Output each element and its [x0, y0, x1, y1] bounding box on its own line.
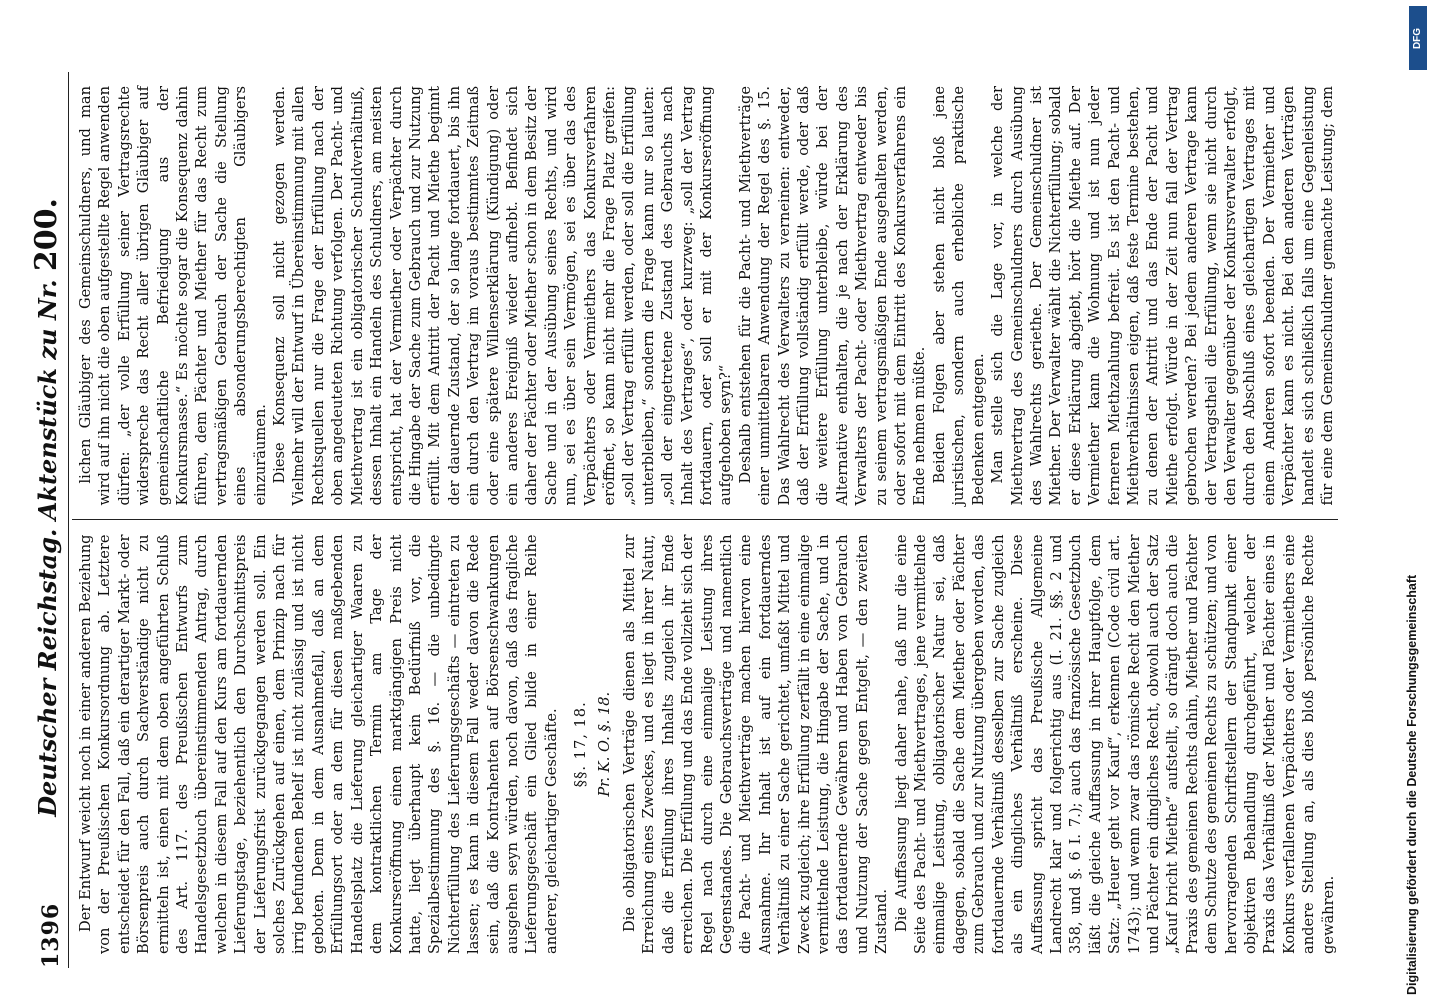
title-prefix: Deutscher Reichstag. Aktenstück zu Nr. [33, 279, 62, 817]
dfg-logo-text: DFG [1412, 27, 1424, 49]
paragraph: lichen Gläubiger des Gemeinschuldners, und man wird auf ihn nicht die oben aufgestellte Regel anwenden dürfen: „der volle Erfüllung seiner Vertragsrechte widerspreche das Recht aller übrigen Gläubiger auf gemeinschaftliche Befriedigung aus der Konkursmasse.“ Es möchte sogar die Konsequenz dahin führen, dem Pächter und Miether für das Recht zum vertragsmäßigen Gebrauch der Sache die Stellung eines absonderungsberechtigten Gläubigers einzuräumen. [77, 86, 269, 506]
page-header [24, 72, 69, 968]
section-heading: §§. 17, 18. [572, 701, 590, 788]
rotated-document-page [10, 50, 1350, 990]
text-columns [72, 72, 1338, 968]
paragraph: Diese Konsequenz soll nicht gezogen werden. Vielmehr will der Entwurf in Übereinstimmung mit allen Rechtsquellen nur die Frage der Erfüllung nach der oben angedeuteten Richtung verfolgen. Der Pacht- und Miethvertrag ist ein obligatorischer Schuldverhältniß, dessen Inhalt ein Handeln des Schuldners, am meisten entspricht, hat der Vermiether oder Verpächter durch die Hingabe der Sache zum Gebrauch und zur Nutzung erfüllt. Mit dem Antritt der Pacht und Miethe beginnt der dauernde Zustand, der so lange fortdauert, bis ihn ein durch den Vertrag im voraus bestimmtes Zeitmaß oder eine spätere Willenserklärung (Kündigung) oder ein anderes Ereigniß wieder aufhebt. Befindet sich daher der Pächter oder Miether schon in dem Besitz der Sache und in der Ausübung seines Rechts, und wird nun, sei es über sein Vermögen, sei es über das des Verpächters oder Vermiethers das Konkursverfahren eröffnet, so kann nicht mehr die Frage Platz greifen: „soll der Vertrag erfüllt werden, oder soll die Erfüllung unterbleiben,“ sondern die Frage kann nur so lauten: „soll der eingetretene Zustand des Gebrauchs nach Inhalt des Vertrages“, oder kurzweg: „soll der Vertrag fortdauern, oder soll er mit der Konkurseröffnung aufgehoben seyn?“ [271, 85, 735, 506]
digitization-credit: Digitalisierung gefördert durch die Deutsche Forschungsgemeinschaft [1405, 574, 1419, 995]
column-left [72, 521, 1338, 969]
paragraph: Die Auffassung liegt daher nahe, daß nur die eine Seite des Pacht- und Miethvertrages, jene vermittelnde einmalige Leistung, obligatorischer Natur sei, daß dagegen, sobald die Sache dem Miether oder Pächter zum Gebrauch und zur Nutzung übergeben worden, das fortdauernde Verhältniß desselben zur Sache zugleich als ein dingliches Verhältniß erscheine. Diese Auffassung spricht das Preußische Allgemeine Landrecht klar und folgerichtig aus (I. 21. §§. 2 und 358, und §. 6 I. 7.); auch das französische Gesetzbuch läßt die gleiche Auffassung in ihrer Hauptfolge, dem Satz: „Heuer geht vor Kauf“, erkennen (Code civil art. 1743); und wenn zwar das römische Recht den Miether und Pächter ein dingliches Recht, obwohl auch der Satz „Kauf bricht Miethe“ aufstellt, so drängt doch auch die Praxis des gemeinen Rechts dahin, Miether und Pächter dem Schutze des gemeinen Rechts zu schützen; und von hervorragenden Schriftstellern der Standpunkt einer objektiven Behandlung durchgeführt, welcher der Praxis das Verhältniß der Miether und Pächter eines in Konkurs verfallenen Verpächters oder Vermiethers eine andere Stellung an, als dies bloß persönliche Rechte gewähren. [892, 534, 1337, 954]
paragraph: Man stelle sich die Lage vor, in welche der Miethvertrag des Gemeinschuldners durch Ausübung des Wahlrechts geriethe. Der Gemeinschuldner ist Miether. Der Verwalter wählt die Nichterfüllung; sobald er diese Erklärung abgiebt, hört die Miethe auf. Der Vermiether kann die Wohnung und ist nun jeder ferneren Miethzahlung befreit. Es ist den Pacht- und Miethverhältnissen eigen, daß feste Termine bestehen, zu denen der Antritt und das Ende der Pacht und Miethe erfolgt. Würde in der Zeit nun fall der Vertrag gebrochen werden? Bei jedem anderen Vertrage kann der Vertragstheil die Erfüllung, wenn sie nicht durch den Verwalter gegenüber der Konkursverwalter erfolgt, durch den Abschluß eines gleichartigen Vertrages mit einem Anderen sofort beenden. Der Vermiether und Verpächter kann es nicht. Bei den anderen Verträgen handelt es sich schließlich falls um eine Gegenleistung für eine dem Gemeinschuldner gemachte Leistung; dem [989, 86, 1336, 506]
title-number: 200. [29, 197, 64, 272]
section-subheading: Pr. K. O. §. 18. [595, 691, 613, 797]
page-title [29, 198, 64, 817]
page-number: 1396 [38, 902, 64, 968]
paragraph: Der Entwurf weicht noch in einer anderen Beziehung von der Preußischen Konkursordnung ab. Letztere entscheidet für den Fall, daß ein derartiger Markt- oder Börsenpreis auch durch Sachverständige nicht zu ermitteln ist, einen mit dem oben angeführten Schluß des Art. 117. des Preußischen Entwurfs zum Handelsgesetzbuch übereinstimmenden Antrag, durch welchen in diesem Fall auf den Kurs am fortdauernden Lieferungstage, beziehentlich den Durchschnittspreis der Lieferungsfrist zurückgegangen werden soll. Ein solches Zurückgehen auf einen, dem Prinzip nach für irrig befundenen Behelf ist nicht zulässig und ist nicht geboten. Denn in dem Ausnahmefall, daß an dem Erfüllungsort oder an dem für diesen maßgebenden Handelsplatz die Lieferung gleichartiger Waaren zu dem kontraktlichen Termin am Tage der Konkurseröffnung einen marktgängigen Preis nicht hatte, liegt überhaupt kein Bedürfniß vor, die Spezialbestimmung des §. 16. — die unbedingte Nichterfüllung des Lieferungsgeschäfts — eintreten zu lassen; es kann in diesem Fall weder davon die Rede sein, daß die Kontrahenten auf Börsenschwankungen ausgehen seyn würden, noch davon, daß das fragliche Lieferungsgeschäft ein Glied bilde in einer Reihe anderer, gleichartiger Geschäfte. [77, 534, 560, 954]
paragraph: Beiden Folgen aber stehen nicht bloß jene juristischen, sondern auch erhebliche praktische Bedenken entgegen. [930, 86, 987, 506]
dfg-logo [1409, 6, 1427, 70]
paragraph: Deshalb entstehen für die Pacht- und Miethverträge einer unmittelbaren Anwendung der Regel des §. 15. Das Wahlrecht des Verwalters zu verneinen: entweder, daß der Erfüllung vollständig erfüllt werde, oder daß die weitere Erfüllung unterbleibe, würde bei der Alternative enthalten, die je nach der Erklärung des Verwalters der Pacht- oder Miethvertrag entweder bis zu seinem vertragsmäßigen Ende ausgehalten werden, oder sofort mit dem Eintritt des Konkursverfahrens ein Ende nehmen müßte. [736, 86, 929, 506]
paragraph: Die obligatorischen Verträge dienen als Mittel zur Erreichung eines Zweckes, und es liegt in ihrer Natur, daß die Erfüllung ihres Inhalts zugleich ihr Ende erreichen. Die Erfüllung und das Ende vollzieht sich der Regel nach durch eine einmalige Leistung ihres Gegenstandes. Die Gebrauchsverträge und namentlich die Pacht- und Miethverträge machen hiervon eine Ausnahme. Ihr Inhalt ist auf ein fortdauerndes Verhältniß zu einer Sache gerichtet, umfaßt Mittel und Zweck zugleich; ihre Erfüllung zerfällt in eine einmalige vermittelnde Leistung, die Hingabe der Sache, und in das fortdauernde Gewähren und Haben von Gebrauch und Nutzung der Sache gegen Entgelt, — den zweiten Zustand. [620, 534, 891, 954]
column-right [72, 72, 1338, 521]
